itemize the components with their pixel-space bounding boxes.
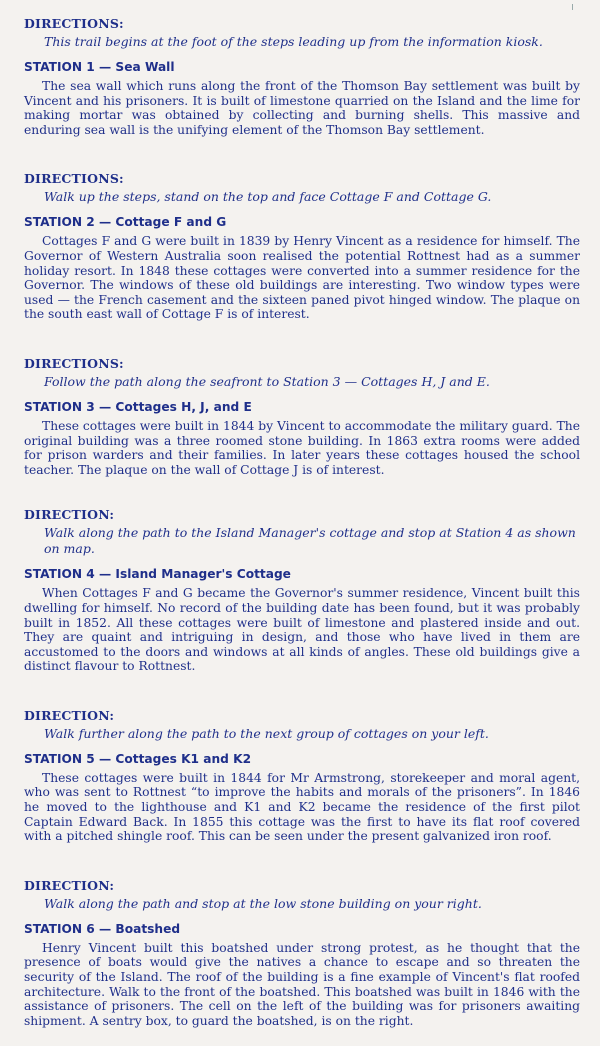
directions-text: This trail begins at the foot of the steps leading up from the information kiosk. bbox=[44, 34, 543, 49]
directions-text: Walk along the path to the Island Manager's cottage and stop at Station 4 as shown on map. bbox=[44, 525, 576, 557]
station-heading: STATION 5 — Cottages K1 and K2 bbox=[24, 751, 252, 766]
station-body: These cottages were built in 1844 by Vincent to accommodate the military guard. The original building was a three roomed stone building. In 1863 extra rooms were added for prison warders and their families. In later years these cottages housed the school teacher. The plaque on the wall of Cottage J is of interest. bbox=[24, 418, 580, 477]
station-heading: STATION 1 — Sea Wall bbox=[24, 60, 175, 74]
station-body: Cottages F and G were built in 1839 by Henry Vincent as a residence for himself. The Governor of Western Australia soon realised the potential Rottnest had as a summer holiday resort. In 1848 these cottages were converted into a summer residence for the Governor. The windows of these old buildings are interesting. Two window types were used — the French casement and the sixteen paned pivot hinged window. The plaque on the south east wall of Cottage F is of interest. bbox=[24, 234, 580, 322]
section-station-1 bbox=[24, 16, 588, 137]
station-body: Henry Vincent built this boatshed under strong protest, as he thought that the presence of boats would give the natives a chance to escape and so threaten the security of the Island. The roof of the building is a fine example of Vincent's flat roofed architecture. Walk to the front of the boatshed. This boatshed was built in 1846 with the assistance of prisoners. The cell on the left of the building was for prisoners awaiting shipment. A sentry box, to guard the boatshed, is on the right. bbox=[24, 940, 580, 1028]
directions-text: Walk further along the path to the next group of cottages on your left. bbox=[44, 725, 489, 741]
section-station-2 bbox=[24, 171, 588, 322]
station-heading: STATION 3 — Cottages H, J, and E bbox=[24, 399, 252, 414]
directions-heading: DIRECTIONS: bbox=[24, 16, 124, 31]
station-body: When Cottages F and G became the Governor's summer residence, Vincent built this dwelling for himself. No record of the building date has been found, but it was probably built in 1852. All these cottages were built of limestone and plastered inside and out. They are quaint and intriguing in design, and those who have lived in them are accustomed to the doors and windows at all kinds of angles. These old buildings give a distinct flavour to Rottnest. bbox=[24, 586, 580, 674]
directions-heading: DIRECTION: bbox=[24, 507, 115, 523]
section-station-4 bbox=[24, 507, 588, 674]
corner-mark bbox=[572, 4, 573, 10]
directions-heading: DIRECTION: bbox=[24, 707, 115, 723]
station-heading: STATION 6 — Boatshed bbox=[24, 921, 181, 936]
station-heading: STATION 2 — Cottage F and G bbox=[24, 215, 227, 230]
station-body: These cottages were built in 1844 for Mr Armstrong, storekeeper and moral agent, who was sent to Rottnest “to improve the habits and morals of the prisoners”. In 1846 he moved to the lighthouse and K1 and K2 became the residence of the first pilot Captain Edward Back. In 1855 this cottage was the first to have its flat roof covered with a pitched shingle roof. This can be seen under the present galvanized iron roof. bbox=[24, 770, 580, 844]
section-station-5 bbox=[24, 708, 588, 844]
section-station-3 bbox=[24, 356, 588, 477]
directions-heading: DIRECTIONS: bbox=[24, 355, 124, 371]
directions-text: Walk along the path and stop at the low stone building on your right. bbox=[44, 895, 482, 911]
directions-text: Walk up the steps, stand on the top and face Cottage F and Cottage G. bbox=[44, 189, 492, 205]
section-station-6 bbox=[24, 878, 588, 1029]
station-body: The sea wall which runs along the front of the Thomson Bay settlement was built by Vincent and his prisoners. It is built of limestone quarried on the Island and the lime for making mortar was obtained by collecting and burning shells. This massive and enduring sea wall is the unifying element of the Thomson Bay settlement. bbox=[24, 79, 580, 137]
station-heading: STATION 4 — Island Manager's Cottage bbox=[24, 567, 291, 582]
directions-heading: DIRECTION: bbox=[24, 877, 115, 893]
directions-heading: DIRECTIONS: bbox=[24, 171, 124, 187]
directions-text: Follow the path along the seafront to Station 3 — Cottages H, J and E. bbox=[44, 373, 490, 389]
